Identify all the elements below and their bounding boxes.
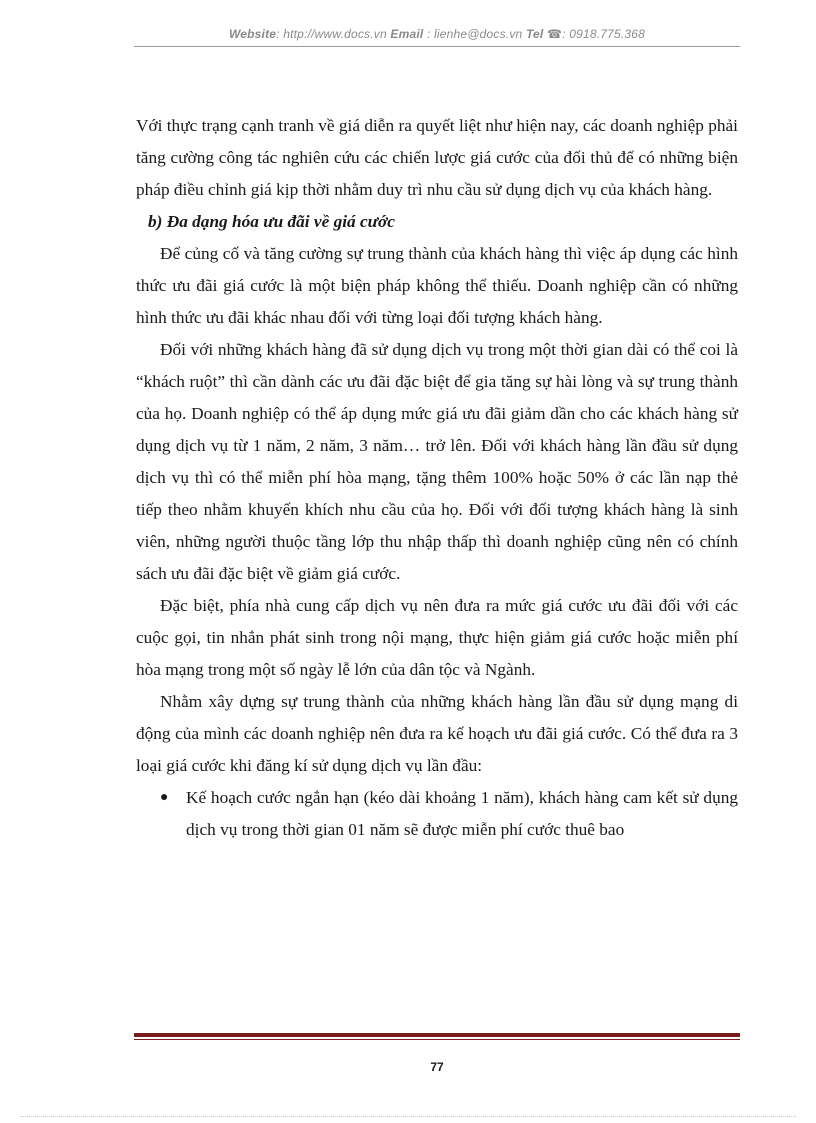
phone-icon: ☎	[547, 27, 563, 41]
paragraph-pricing-plans: Nhằm xây dựng sự trung thành của những khách hàng lần đầu sử dụng mạng di động của mình các doanh nghiệp nên đưa ra kế hoạch ưu đãi giá cước. Có thể đưa ra 3 loại giá cước khi đăng kí sử dụng dịch vụ lần đầu:	[136, 692, 738, 775]
page-header	[134, 27, 740, 41]
paragraph-intro: Với thực trạng cạnh tranh về giá diễn ra quyết liệt như hiện nay, các doanh nghiệp phải tăng cường công tác nghiên cứu các chiến lược giá cước của đối thủ để có những biện pháp điều chỉnh giá kịp thời nhằm duy trì nhu cầu sử dụng dịch vụ của khách hàng.	[136, 116, 738, 199]
header-divider	[134, 46, 740, 47]
paragraph-long-term-customers: Đối với những khách hàng đã sử dụng dịch vụ trong một thời gian dài có thể coi là “khách ruột” thì cần dành các ưu đãi đặc biệt để gia tăng sự hài lòng và sự trung thành của họ. Doanh nghiệp có thể áp dụng mức giá ưu đãi giảm dần cho các khách hàng sử dụng dịch vụ từ 1 năm, 2 năm, 3 năm… trở lên. Đối với khách hàng lần đầu sử dụng dịch vụ thì có thể miễn phí hòa mạng, tặng thêm 100% hoặc 50% ở các lần nạp thẻ tiếp theo nhằm khuyến khích nhu cầu của họ. Đối với đối tượng khách hàng là sinh viên, những người thuộc tầng lớp thu nhập thấp thì doanh nghiệp cũng nên có chính sách ưu đãi đặc biệt về giảm giá cước.	[136, 340, 738, 583]
document-body	[136, 110, 738, 846]
section-subheading: b) Đa dạng hóa ưu đãi về giá cước	[148, 212, 395, 231]
paragraph-special-offers: Đặc biệt, phía nhà cung cấp dịch vụ nên đưa ra mức giá cước ưu đãi đối với các cuộc gọi, tin nhắn phát sinh trong nội mạng, thực hiện giảm giá cước hoặc miễn phí hòa mạng trong một số ngày lễ lớn của dân tộc và Ngành.	[136, 596, 738, 679]
email-label: Email	[390, 27, 424, 41]
footer-divider-thick	[134, 1033, 740, 1037]
list-item-text: Kế hoạch cước ngắn hạn (kéo dài khoảng 1 năm), khách hàng cam kết sử dụng dịch vụ trong thời gian 01 năm sẽ được miễn phí cước thuê bao	[186, 788, 738, 839]
footer-divider-thin	[134, 1039, 740, 1040]
tel-value: : 0918.775.368	[562, 27, 646, 41]
bullet-icon: ●	[160, 790, 169, 805]
plan-list	[136, 782, 738, 846]
tel-label: Tel	[525, 27, 544, 41]
page-edge-dotted-line	[20, 1116, 796, 1117]
paragraph-loyalty: Để củng cố và tăng cường sự trung thành của khách hàng thì việc áp dụng các hình thức ưu đãi giá cước là một biện pháp không thể thiếu. Doanh nghiệp cần có những hình thức ưu đãi khác nhau đối với từng loại đối tượng khách hàng.	[136, 244, 738, 327]
list-item	[136, 782, 738, 846]
website-label: Website	[228, 27, 277, 41]
page-number: 77	[430, 1060, 444, 1074]
website-value: : http://www.docs.vn	[276, 27, 387, 41]
email-value: : lienhe@docs.vn	[426, 27, 523, 41]
